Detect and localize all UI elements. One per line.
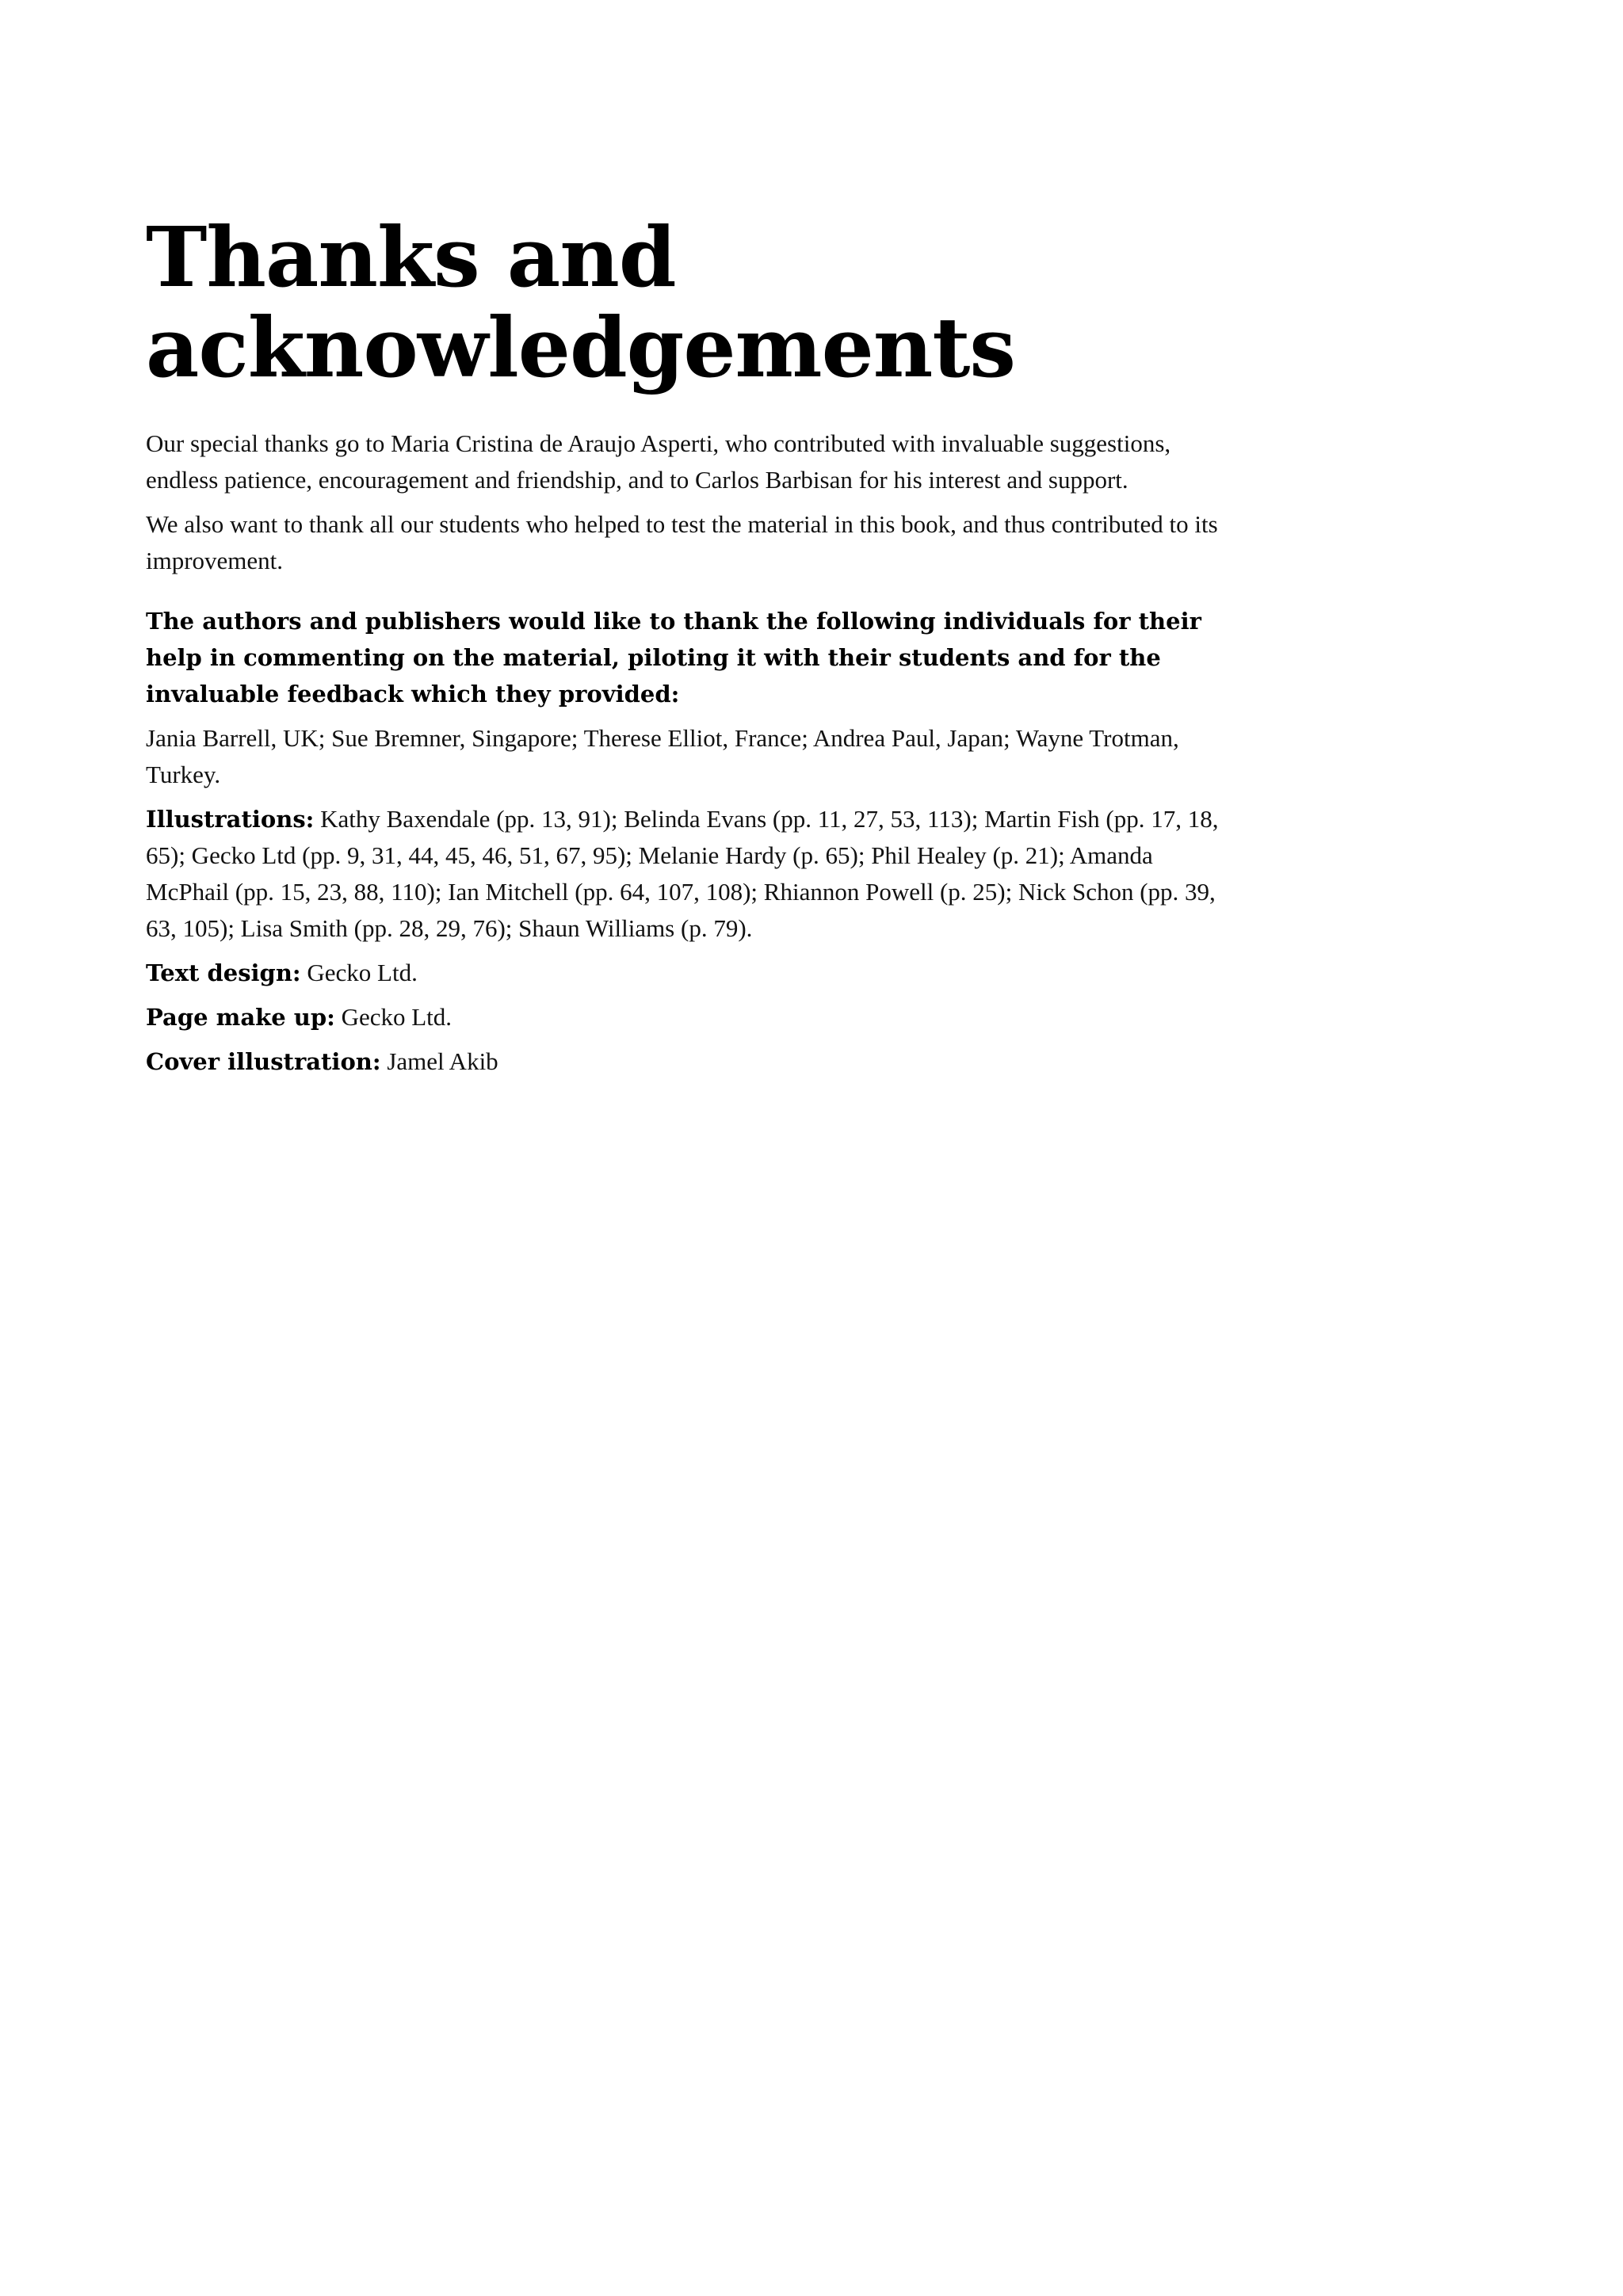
cover-illustration-text: Jamel Akib (387, 1047, 498, 1075)
page-makeup-text: Gecko Ltd. (341, 1002, 453, 1031)
cover-illustration-credit (146, 1043, 1224, 1080)
illustrations-credit (146, 801, 1224, 947)
thanks-paragraph: Our special thanks go to Maria Cristina de Araujo Asperti, who contributed with invaluable suggestions, endless patience, encouragement and friendship, and to Carlos Barbisan for his interest and support. (146, 429, 1171, 494)
illustrations-text: Kathy Baxendale (pp. 13, 91); Belinda Evans (pp. 11, 27, 53, 113); Martin Fish (pp. 17, 18, 65); Gecko Ltd (pp. 9, 31, 44, 45, 46, 51, 67, 95); Melanie Hardy (p. 65); Phil Healey (p. 21); Amanda McPhail (pp. 15, 23, 88, 110); Ian Mitchell (pp. 64, 107, 108); Rhiannon Powell (p. 25); Nick Schon (pp. 39, 63, 105); Lisa Smith (pp. 28, 29, 76); Shaun Williams (p. 79). (146, 804, 1219, 942)
text-design-text: Gecko Ltd. (307, 958, 418, 986)
acknowledgements-page (146, 208, 1224, 1088)
page-makeup-credit (146, 999, 1224, 1035)
text-design-label: Text design: (146, 959, 301, 986)
reviewers-list: Jania Barrell, UK; Sue Bremner, Singapore; Therese Elliot, France; Andrea Paul, Japan; Wayne Trotman, Turkey. (146, 723, 1179, 788)
reviewers-intro: The authors and publishers would like to thank the following individuals for their help in commenting on the material, piloting it with their students and for the invaluable feedback which they provided: (146, 607, 1201, 707)
page-title: Thanks and acknowledgements (146, 208, 1015, 397)
page-makeup-label: Page make up: (146, 1003, 335, 1031)
text-design-credit (146, 955, 1224, 991)
cover-illustration-label: Cover illustration: (146, 1047, 381, 1075)
students-paragraph: We also want to thank all our students who helped to test the material in this book, and thus contributed to its improvement. (146, 509, 1218, 574)
illustrations-label: Illustrations: (146, 805, 315, 833)
